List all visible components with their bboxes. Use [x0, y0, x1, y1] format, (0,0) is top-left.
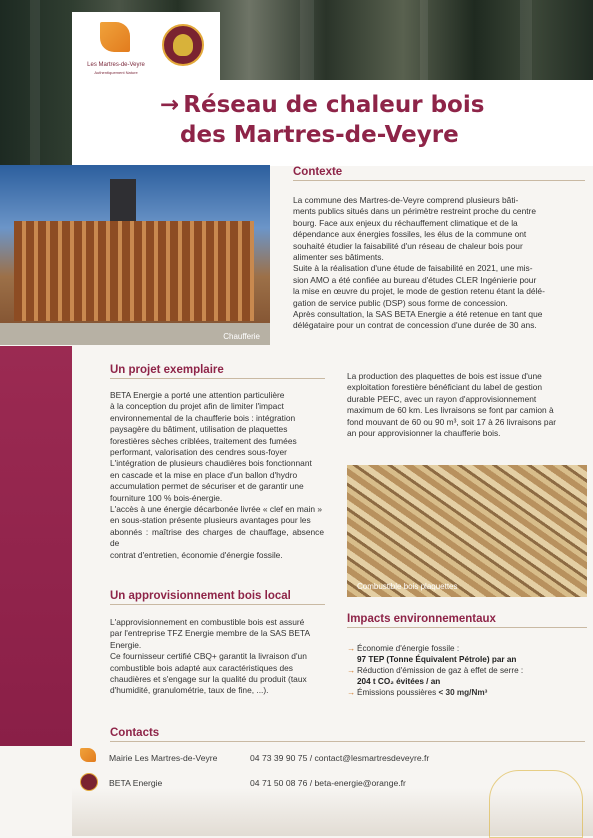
- contact-row: [80, 748, 460, 770]
- wood-chips-photo: [347, 465, 587, 597]
- title-line-2: des Martres-de-Veyre: [180, 122, 459, 148]
- text-line: durable PEFC, avec un rayon d'approvisionnement: [347, 393, 537, 404]
- contact-name: BETA Energie: [109, 778, 163, 788]
- text-line: gation de service public (DSP) sous forme de concession.: [293, 297, 508, 308]
- text-line: d'humidité, granulométrie, taux de fine, ...).: [110, 685, 269, 696]
- text-line: fond mouvant de 60 ou 90 m³, soit 17 à 26 livraisons par: [347, 416, 557, 427]
- text-line: combustible bois adapté aux caractéristiques des: [110, 662, 293, 673]
- text-line: délégataire pour un contrat de concession d'une durée de 30 ans.: [293, 320, 537, 331]
- text-line: par l'entreprise TFZ Energie membre de la SAS BETA: [110, 628, 311, 639]
- text-line: dépendance aux énergies fossiles, les élus de la commune ont: [293, 229, 527, 240]
- impact-label: Réduction d'émission de gaz à effet de serre :: [357, 666, 524, 675]
- title-line-1: Réseau de chaleur bois: [183, 92, 485, 118]
- section-heading-approvisionnement: Un approvisionnement bois local: [110, 590, 325, 605]
- arrow-icon: →: [347, 688, 356, 697]
- text-line: L'approvisionnement en combustible bois est assuré: [110, 617, 305, 627]
- impact-label: Économie d'énergie fossile :: [357, 644, 460, 653]
- wood-cladding: [14, 221, 254, 321]
- impact-value: 204 t CO₂ évitées / an: [357, 677, 441, 686]
- production-text: [347, 371, 585, 439]
- impact-item: [347, 643, 587, 665]
- text-line: la mise en œuvre du projet, le mode de gestion retenu étant la délé-: [293, 286, 545, 297]
- martres-logo-icon: [80, 748, 96, 762]
- approvisionnement-text: [110, 617, 324, 697]
- impact-item: [347, 687, 587, 698]
- arrow-icon: →: [347, 644, 356, 653]
- text-line: La production des plaquettes de bois est issue d'une: [347, 371, 542, 381]
- text-line: Après consultation, la SAS BETA Energie a été retenue en tant que: [293, 309, 543, 320]
- logo-tagline: Authentiquement Nature: [94, 70, 138, 75]
- text-line: sion AMO a été confiée au bureau d'études CLER Ingénierie pour: [293, 274, 537, 285]
- text-line: à la conception du projet afin de limiter l'impact: [110, 401, 284, 412]
- impact-label: Émissions poussières: [357, 688, 439, 697]
- text-line: ments publics situés dans un périmètre restreint proche du centre: [293, 206, 536, 217]
- text-line: chaudières et s'engage sur la qualité du produit (taux: [110, 674, 307, 685]
- text-line: performant, valorisation des cendres sous-foyer: [110, 447, 287, 458]
- text-line: contrat d'entretien, économie d'énergie fossile.: [110, 549, 283, 560]
- section-heading-contacts: Contacts: [110, 727, 585, 742]
- text-line: an pour approvisionner la chaufferie bois.: [347, 428, 501, 439]
- contexte-text: [293, 195, 590, 332]
- text-line: accumulation permet de sécuriser et de garantir une: [110, 481, 304, 492]
- accent-strip: [0, 346, 72, 746]
- text-line: alimenter ses bâtiments.: [293, 252, 384, 263]
- text-line: exploitation forestière bénéficiant du label de gestion: [347, 382, 543, 393]
- impact-value: 97 TEP (Tonne Équivalent Pétrole) par an: [357, 655, 517, 664]
- text-line: fourniture 100 % bois-énergie.: [110, 492, 223, 503]
- tree-seal-icon: [162, 24, 204, 66]
- text-line: L'accès à une énergie décarbonée livrée « clef en main »: [110, 504, 323, 515]
- title-card: [72, 80, 593, 166]
- text-line: paysagère du bâtiment, utilisation de plaquettes: [110, 424, 288, 435]
- contact-name: Mairie Les Martres-de-Veyre: [109, 753, 218, 763]
- text-line: souhaité étudier la faisabilité d'un réseau de chaleur bois pour: [293, 240, 523, 251]
- text-line: Suite à la réalisation d'une étude de faisabilité en 2021, une mis-: [293, 263, 533, 274]
- martres-logo: [86, 20, 146, 78]
- section-heading-impacts: Impacts environnementaux: [347, 613, 587, 628]
- section-heading-projet: Un projet exemplaire: [110, 364, 325, 379]
- impact-item: [347, 665, 587, 687]
- logo-town-name: Les Martres-de-Veyre: [87, 62, 145, 68]
- page-title: [160, 90, 484, 150]
- text-line: abonnés : maîtrise des charges de chauffage, absence de: [110, 526, 324, 549]
- arrow-icon: →: [160, 92, 180, 118]
- text-line: maximum de 60 km. Les livraisons se font par camion à: [347, 405, 554, 416]
- text-line: en cascade et la mise en place d'un ballon d'hydro: [110, 469, 298, 480]
- photo-caption: Chaufferie: [223, 332, 260, 341]
- text-line: bourg. Face aux enjeux du réchauffement climatique et de la: [293, 217, 518, 228]
- section-heading-contexte: Contexte: [293, 166, 585, 181]
- impact-value: < 30 mg/Nm³: [438, 688, 488, 697]
- text-line: en sous-station présente plusieurs avantages pour les: [110, 515, 311, 526]
- contact-info[interactable]: 04 71 50 08 76 / beta-energie@orange.fr: [250, 778, 406, 788]
- text-line: La commune des Martres-de-Veyre comprend plusieurs bâti-: [293, 195, 519, 205]
- contact-info[interactable]: 04 73 39 90 75 / contact@lesmartresdeveyre.fr: [250, 753, 430, 763]
- arrow-icon: →: [347, 666, 356, 675]
- text-line: L'intégration de plusieurs chaudières bois fonctionnant: [110, 458, 312, 469]
- text-line: Energie.: [110, 639, 142, 650]
- text-line: BETA Energie a porté une attention particulière: [110, 390, 285, 400]
- impacts-list: [347, 643, 587, 698]
- text-line: Ce fournisseur certifié CBQ+ garantit la livraison d'un: [110, 651, 307, 662]
- leaf-logo-icon: [100, 22, 130, 52]
- text-line: environnemental de la chaufferie bois : intégration: [110, 412, 296, 423]
- wood-caption: Combustible bois plaquettes: [357, 582, 458, 591]
- people-illustration: [489, 770, 583, 838]
- text-line: forestières sèches criblées, traitement des fumées: [110, 435, 297, 446]
- tree-trunk: [30, 0, 40, 165]
- boiler-house-photo: [0, 165, 270, 345]
- tree-icon: [173, 34, 193, 56]
- projet-text: [110, 390, 324, 561]
